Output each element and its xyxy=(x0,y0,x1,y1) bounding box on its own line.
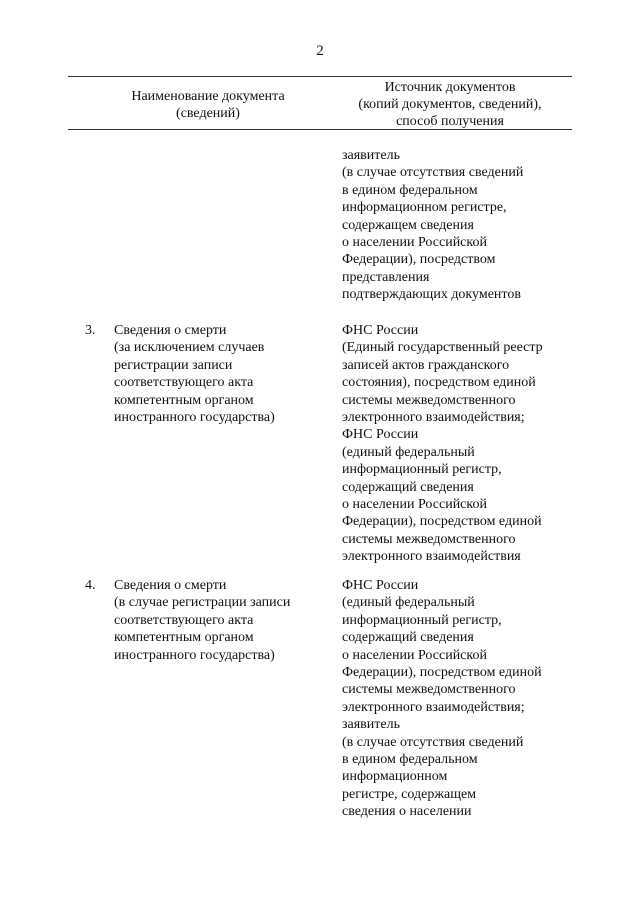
table-header-rule xyxy=(68,129,572,130)
table-top-rule xyxy=(68,76,572,77)
document-source-cell: ФНС России (Единый государственный реестр записей актов гражданского состояния), посредством единой системы межведомственного электронного взаимодействия; ФНС России (единый федеральный информационный регистр, содержащий сведения о населении Российской Федерации), посредством единой системы межведомственного электронного взаимодействия xyxy=(342,323,543,565)
header-document-name: Наименование документа (сведений) xyxy=(131,89,285,121)
continuation-source-cell: заявитель (в случае отсутствия сведений в едином федеральном информационном регистре, содержащем сведения о населении Российской Федерации), посредством представления подтверждающих документов xyxy=(342,148,524,303)
row-number: 4. xyxy=(85,578,96,593)
document-name-cell: Сведения о смерти (в случае регистрации записи соответствующего акта компетентным органом иностранного государства) xyxy=(114,578,291,663)
document-source-cell: ФНС России (единый федеральный информационный регистр, содержащий сведения о населении Российской Федерации), посредством единой системы межведомственного электронного взаимодействия; заявитель (в случае отсутствия сведений в едином федеральном информационном регистре, содержащем сведения о населении xyxy=(342,578,542,820)
header-document-source: Источник документов (копий документов, сведений), способ получения xyxy=(358,80,542,129)
page-number: 2 xyxy=(316,43,324,59)
row-number: 3. xyxy=(85,323,96,338)
document-name-cell: Сведения о смерти (за исключением случаев регистрации записи соответствующего акта компетентным органом иностранного государства) xyxy=(114,323,275,426)
